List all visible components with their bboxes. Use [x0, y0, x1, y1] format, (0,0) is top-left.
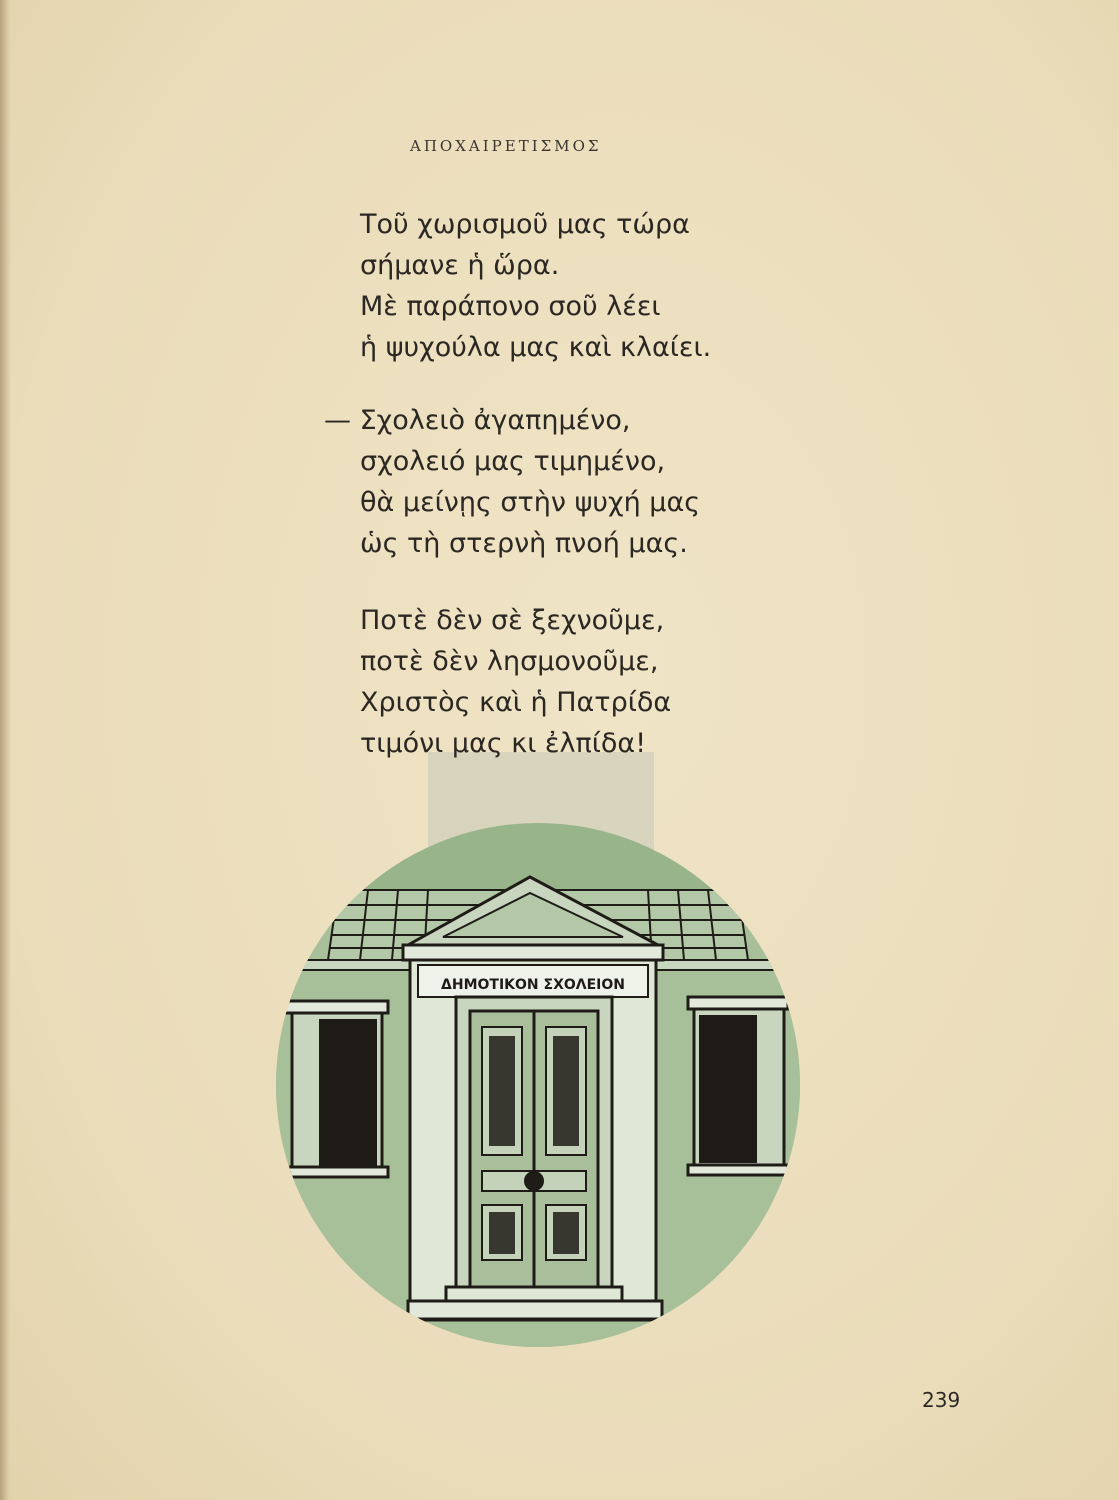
school-illustration: [268, 815, 808, 1355]
poem-title: ΑΠΟΧΑΙΡΕΤΙΣΜΟΣ: [410, 137, 602, 155]
right-window: [688, 997, 788, 1175]
page-spine: [0, 0, 10, 1500]
poem-line: ποτὲ δὲν λησμονοῦμε,: [360, 646, 659, 677]
poem-line: Ποτὲ δὲν σὲ ξεχνοῦμε,: [360, 605, 665, 636]
poem-line: Χριστὸς καὶ ἡ Πατρίδα: [360, 687, 672, 718]
school-sign: ΔΗΜΟΤΙΚΟΝ ΣΧΟΛΕΙΟΝ: [441, 977, 625, 993]
poem-line: σήμανε ἡ ὥρα.: [360, 250, 560, 281]
poem-line: σχολειό μας τιμημένο,: [360, 446, 666, 477]
page-number: 239: [922, 1388, 961, 1412]
poem-line: Μὲ παράπονο σοῦ λέει: [360, 291, 661, 322]
left-window: [282, 1001, 388, 1177]
poem-line: ὡς τὴ στερνὴ πνοή μας.: [360, 528, 688, 559]
poem-line: ἡ ψυχούλα μας καὶ κλαίει.: [360, 332, 712, 363]
poem-line: θὰ μείνῃς στὴν ψυχή μας: [360, 487, 701, 518]
poem-line: — Σχολειὸ ἀγαπημένο,: [324, 405, 631, 436]
poem-line: τιμόνι μας κι ἐλπίδα!: [360, 728, 647, 759]
poem-line: Τοῦ χωρισμοῦ μας τώρα: [360, 209, 690, 240]
